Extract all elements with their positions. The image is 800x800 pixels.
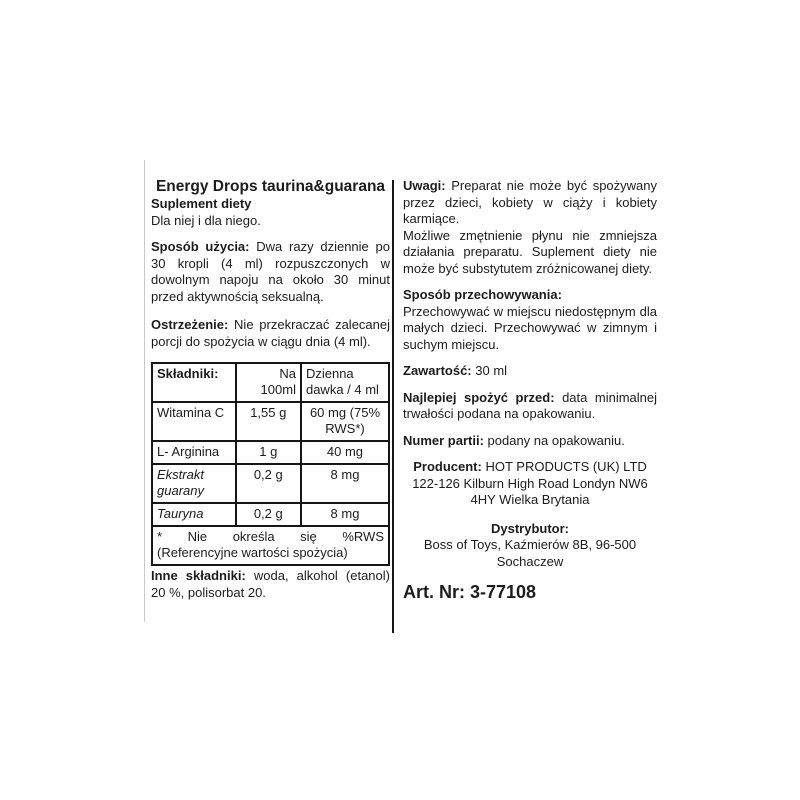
distributor-block <box>403 521 657 571</box>
table-row <box>152 441 389 464</box>
warning-label: Ostrzeżenie: <box>151 317 229 332</box>
notes-text: Preparat nie może być spożywany przez dzieci, kobiety w ciąży i kobiety karmiące. <box>403 178 657 226</box>
distributor-line1: Boss of Toys, Kaźmierów 8B, 96-500 <box>423 537 637 552</box>
batch-line <box>403 433 657 450</box>
page-edge-line <box>144 160 145 622</box>
producer-block <box>403 459 657 509</box>
ingredient-name: Witamina C <box>152 402 236 441</box>
distributor-label: Dystrybutor: <box>490 520 569 536</box>
ingredient-daily: 8 mg <box>301 464 389 503</box>
producer-line1 <box>403 459 657 476</box>
ingredient-daily: 60 mg (75% RWS*) <box>301 402 389 441</box>
ingredient-per100: 1,55 g <box>236 402 301 441</box>
storage-text: Przechowywać w miejscu niedostępnym dla małych dzieci. Przechowywać w zimnym i suchym miejscu. <box>403 303 657 352</box>
ingredient-name: Tauryna <box>152 503 236 526</box>
table-footnote-row <box>152 526 389 565</box>
batch-text: podany na opakowaniu. <box>487 432 625 448</box>
notes-paragraph <box>403 178 657 228</box>
contents-line <box>403 363 657 380</box>
warning-paragraph <box>151 317 390 350</box>
ingredients-table <box>151 362 390 566</box>
best-before-text: data minimalnej trwałości podana na opakowaniu. <box>403 389 657 421</box>
producer-name: HOT PRODUCTS (UK) LTD <box>485 459 647 474</box>
ingredient-name: L- Arginina <box>152 441 236 464</box>
product-tagline: Dla niej i dla niego. <box>151 212 261 228</box>
producer-label: Producent: <box>413 459 482 474</box>
distributor-line2: Sochaczew <box>496 553 564 569</box>
ingredient-daily: 40 mg <box>301 441 389 464</box>
table-row <box>152 402 389 441</box>
batch-label: Numer partii: <box>403 432 484 448</box>
header-na-100ml: Na 100ml <box>236 363 301 402</box>
other-ingredients-label: Inne składniki: <box>151 568 246 583</box>
left-column <box>151 177 390 601</box>
other-ingredients-paragraph <box>151 568 390 601</box>
contents-value: 30 ml <box>475 363 508 378</box>
producer-line3: 4HY Wielka Brytania <box>470 492 590 507</box>
ingredient-per100: 0,2 g <box>236 464 301 503</box>
best-before-paragraph <box>403 390 657 423</box>
producer-line2: 122-126 Kilburn High Road Londyn NW6 <box>412 475 648 491</box>
storage-heading: Sposób przechowywania: <box>403 287 562 302</box>
right-column <box>403 178 657 603</box>
usage-text: Dwa razy dziennie po 30 kropli (4 ml) rozpuszczonych w dowolnym napoju na około 30 minut przed aktywnością seksualną. <box>151 239 390 304</box>
notes-label: Uwagi: <box>403 178 446 193</box>
product-subtitle: Suplement diety <box>151 196 252 211</box>
usage-label: Sposób użycia: <box>151 239 250 254</box>
ingredient-per100: 1 g <box>236 441 301 464</box>
rws-footnote-line1: * Nie określa się %RWS <box>157 529 384 544</box>
header-skladniki: Składniki: <box>152 363 236 402</box>
table-header-row <box>152 363 389 402</box>
ingredient-daily: 8 mg <box>301 503 389 526</box>
notes-paragraph-2: Możliwe zmętnienie płynu nie zmniejsza działania preparatu. Suplement diety nie może być substytutem zróżnicowanej diety. <box>403 227 657 276</box>
contents-label: Zawartość: <box>403 363 472 378</box>
other-ingredients-text: woda, alkohol (etanol) 20 %, polisorbat 20. <box>151 568 390 600</box>
product-title: Energy Drops taurina&guarana <box>155 178 386 195</box>
header-dzienna-dawka: Dzienna dawka / 4 ml <box>301 363 389 402</box>
best-before-label: Najlepiej spożyć przed: <box>403 389 555 405</box>
table-row <box>152 503 389 526</box>
ingredient-per100: 0,2 g <box>236 503 301 526</box>
ingredient-name: Ekstrakt guarany <box>152 464 236 503</box>
rws-footnote-line2: (Referencyjne wartości spożycia) <box>157 545 348 560</box>
column-divider <box>392 180 394 633</box>
table-row <box>152 464 389 503</box>
rws-footnote <box>152 526 389 565</box>
warning-text: Nie przekraczać zalecanej porcji do spożycia w ciągu dnia (4 ml). <box>151 317 390 349</box>
article-number: Art. Nr: 3-77108 <box>403 582 537 602</box>
usage-paragraph <box>151 239 390 305</box>
